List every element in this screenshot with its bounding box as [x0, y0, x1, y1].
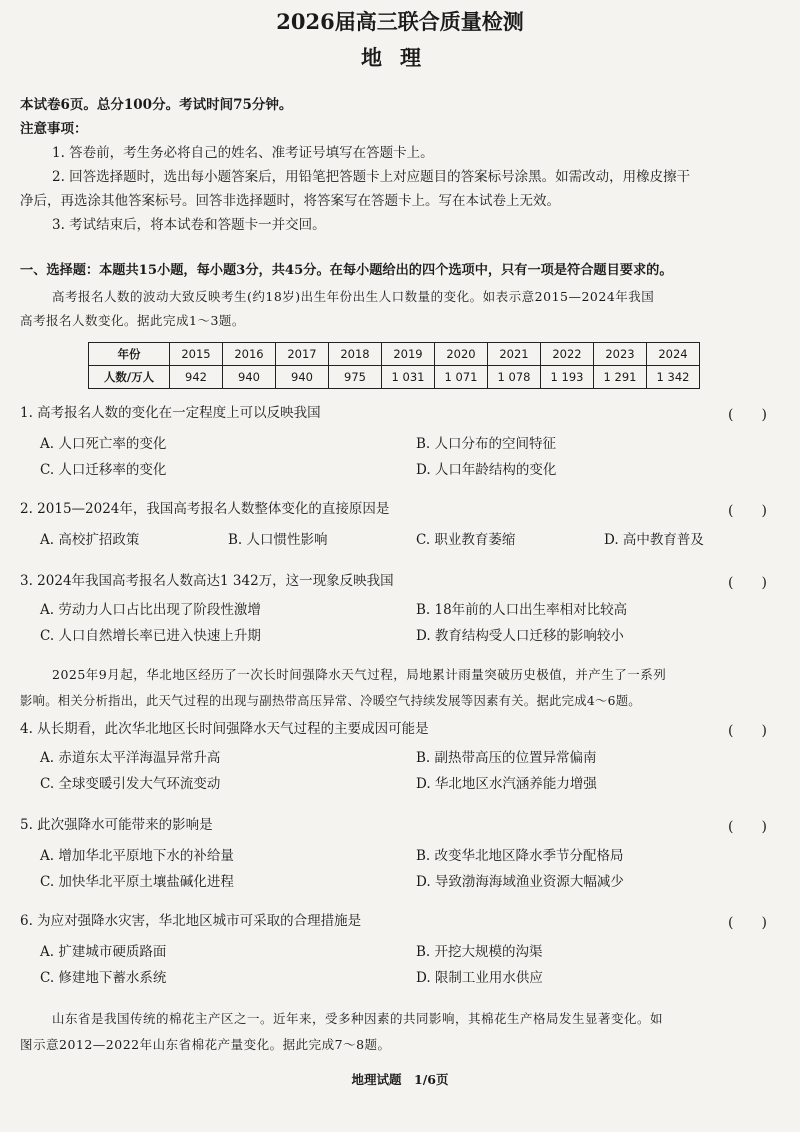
page-footer: 地理试题 1/6页	[351, 1072, 449, 1087]
table-row	[89, 366, 700, 389]
q3-option-a: A. 劳动力人口占比出现了阶段性激增	[40, 602, 261, 618]
notice-title: 注意事项：	[20, 121, 88, 137]
q5-option-d: D. 导致渤海海域渔业资源大幅减少	[416, 874, 624, 890]
table-header-count: 人数/万人	[89, 366, 170, 389]
table-cell: 2020	[435, 343, 488, 366]
table-cell: 942	[170, 366, 223, 389]
table-cell: 975	[329, 366, 382, 389]
answer-blank: ( )	[728, 915, 767, 931]
q4-option-d: D. 华北地区水汽涵养能力增强	[416, 776, 597, 792]
notice-3: 3. 考试结束后，将本试卷和答题卡一并交回。	[52, 217, 326, 233]
table-cell: 1 291	[594, 366, 647, 389]
subject-title: 地理	[361, 45, 439, 70]
table-cell: 1 071	[435, 366, 488, 389]
q2-option-a: A. 高校扩招政策	[40, 532, 140, 548]
material-2-b: 影响。相关分析指出，此天气过程的出现与副热带高压异常、冷暖空气持续发展等因素有关。据此完成4～6题。	[20, 694, 641, 708]
table-cell: 2022	[541, 343, 594, 366]
notice-2b: 净后，再选涂其他答案标号。回答非选择题时，将答案写在答题卡上。写在本试卷上无效。	[20, 193, 560, 209]
table-cell: 2024	[647, 343, 700, 366]
q2-option-d: D. 高中教育普及	[604, 532, 704, 548]
material-3-a: 山东省是我国传统的棉花主产区之一。近年来，受多种因素的共同影响，其棉花生产格局发生显著变化。如	[52, 1011, 664, 1026]
table-row	[89, 343, 700, 366]
table-cell: 940	[223, 366, 276, 389]
table-cell: 1 193	[541, 366, 594, 389]
table-cell: 1 342	[647, 366, 700, 389]
q4-option-c: C. 全球变暖引发大气环流变动	[40, 776, 221, 792]
registration-table	[88, 342, 700, 389]
section-heading: 一、选择题：本题共15小题，每小题3分，共45分。在每小题给出的四个选项中，只有一项是符合题目要求的。	[20, 263, 673, 278]
q6-option-d: D. 限制工业用水供应	[416, 970, 543, 986]
q4-option-a: A. 赤道东太平洋海温异常升高	[40, 750, 221, 766]
question-3-stem: 3. 2024年我国高考报名人数高达1 342万，这一现象反映我国	[20, 573, 394, 589]
q1-option-a: A. 人口死亡率的变化	[40, 436, 167, 452]
q1-option-c: C. 人口迁移率的变化	[40, 462, 167, 478]
table-cell: 2023	[594, 343, 647, 366]
q6-option-a: A. 扩建城市硬质路面	[40, 944, 167, 960]
answer-blank: ( )	[728, 819, 767, 835]
table-cell: 2015	[170, 343, 223, 366]
table-header-year: 年份	[89, 343, 170, 366]
question-6-stem: 6. 为应对强降水灾害，华北地区城市可采取的合理措施是	[20, 913, 362, 929]
material-2-a: 2025年9月起，华北地区经历了一次长时间强降水天气过程，局地累计雨量突破历史极值，并产生了一系列	[52, 667, 667, 682]
table-cell: 2017	[276, 343, 329, 366]
q3-option-d: D. 教育结构受人口迁移的影响较小	[416, 628, 624, 644]
q2-option-c: C. 职业教育萎缩	[416, 532, 516, 548]
notice-2a: 2. 回答选择题时，选出每小题答案后，用铅笔把答题卡上对应题目的答案标号涂黑。如需改动，用橡皮擦干	[52, 169, 691, 185]
q6-option-b: B. 开挖大规模的沟渠	[416, 944, 543, 960]
exam-title: 2026届高三联合质量检测	[276, 9, 524, 34]
q1-option-d: D. 人口年龄结构的变化	[416, 462, 557, 478]
table-cell: 2016	[223, 343, 276, 366]
q5-option-a: A. 增加华北平原地下水的补给量	[40, 848, 234, 864]
table-cell: 2019	[382, 343, 435, 366]
q3-option-b: B. 18年前的人口出生率相对比较高	[416, 602, 628, 618]
q5-option-b: B. 改变华北地区降水季节分配格局	[416, 848, 624, 864]
table-cell: 940	[276, 366, 329, 389]
question-4-stem: 4. 从长期看，此次华北地区长时间强降水天气过程的主要成因可能是	[20, 721, 429, 737]
table-cell: 2018	[329, 343, 382, 366]
answer-blank: ( )	[728, 407, 767, 423]
q5-option-c: C. 加快华北平原土壤盐碱化进程	[40, 874, 234, 890]
q2-option-b: B. 人口惯性影响	[228, 532, 328, 548]
q1-option-b: B. 人口分布的空间特征	[416, 436, 557, 452]
intro-line: 本试卷6页。总分100分。考试时间75分钟。	[20, 97, 293, 113]
q3-option-c: C. 人口自然增长率已进入快速上升期	[40, 628, 261, 644]
material-1-b: 高考报名人数变化。据此完成1～3题。	[20, 313, 245, 328]
answer-blank: ( )	[728, 503, 767, 519]
table-cell: 1 078	[488, 366, 541, 389]
notice-1: 1. 答卷前，考生务必将自己的姓名、准考证号填写在答题卡上。	[52, 145, 434, 161]
question-1-stem: 1. 高考报名人数的变化在一定程度上可以反映我国	[20, 405, 321, 421]
table-cell: 2021	[488, 343, 541, 366]
question-2-stem: 2. 2015—2024年，我国高考报名人数整体变化的直接原因是	[20, 501, 390, 517]
table-cell: 1 031	[382, 366, 435, 389]
answer-blank: ( )	[728, 575, 767, 591]
material-3-b: 图示意2012—2022年山东省棉花产量变化。据此完成7～8题。	[20, 1037, 391, 1052]
question-5-stem: 5. 此次强降水可能带来的影响是	[20, 817, 213, 833]
material-1-a: 高考报名人数的波动大致反映考生(约18岁)出生年份出生人口数量的变化。如表示意2015—2024年我国	[52, 289, 655, 304]
answer-blank: ( )	[728, 723, 767, 739]
q4-option-b: B. 副热带高压的位置异常偏南	[416, 750, 597, 766]
q6-option-c: C. 修建地下蓄水系统	[40, 970, 167, 986]
